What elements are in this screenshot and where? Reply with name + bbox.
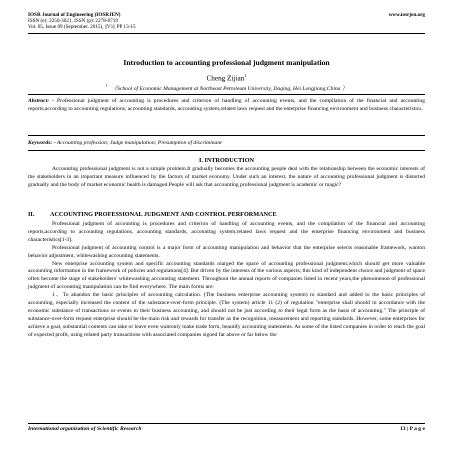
journal-issn: ISSN (e): 2250-3021, ISSN (p): 2278-8719 <box>28 18 118 25</box>
journal-website[interactable]: www.iosrjen.org <box>388 12 425 18</box>
section-body-introduction <box>28 166 425 190</box>
section-title: ACCOUNTING PROFESSIONAL JUDGMENT AND CONTROL PERFORMANCE <box>50 211 277 218</box>
paragraph: Professional judgment of accounting is procedures and criterion of handling of accounting events, and the compilation of the financial and accounting reports,according to accounting regulations, accounting standards, accounting system,related laws request and the enterprise financing environment and business characteristics[1-3]. <box>28 221 425 243</box>
author-affiliation <box>28 83 425 92</box>
section-body-accounting <box>28 221 425 340</box>
abstract-text: Professional judgment of accounting is procedures and criterion of handling of accounting events, and the compilation of the financial and accounting reports,according to accounting regulations, accounting standards, accounting system,related laws request and the enterprise financing environment and business characteristics. <box>28 98 425 112</box>
footer-org: International organization of Scientific Research <box>28 426 142 432</box>
paper-title: Introduction to accounting professional judgment manipulation <box>123 58 330 67</box>
paragraph: Accounting professional judgment is not a simple problem.It gradually becomes the accounting people deal with the relationship between the economic interests of the stakeholders in an important measure influenced by the factors of market economy. Under such an interest, the nature of accounting professional judgment is distorted gradually and the body of market economic health is damaged.People will ask that accounting professional judgment is academic or magic? <box>28 166 425 188</box>
journal-volume: Vol. 05, Issue 09 (September. 2015), ||V1|| PP 13-15 <box>28 24 136 31</box>
keywords-rule <box>28 150 425 151</box>
section-number: II. <box>28 211 35 218</box>
affil-sup: 1 <box>105 83 108 88</box>
section-heading-accounting <box>28 211 425 218</box>
footer-rule <box>28 423 425 424</box>
abstract-bottom-rule <box>28 135 425 136</box>
abstract <box>28 98 425 114</box>
page-number: 13 | P a g e <box>399 426 425 432</box>
paper-author <box>28 73 425 82</box>
abstract-top-rule <box>28 94 425 95</box>
abstract-label: Abstract: - <box>28 98 55 104</box>
header-rule <box>28 33 425 34</box>
page-footer <box>28 426 425 432</box>
author-name: Cheng Zijian <box>206 74 245 83</box>
affiliation-text: （School of Economic Management at Northeast Petroleum University, Daqing, Hei Longjiang,China ） <box>111 85 348 92</box>
journal-name: IOSR Journal of Engineering (IOSRJEN) <box>28 12 121 18</box>
paragraph: New enterprise accounting system and specific accounting standards nlarged the space of accounting professional judgment,which should get more valuable accounting information in the framework of policies and regulations[4]. But driven by the interests of the various aspects, this kind of independent choice and judgment of space often become the stage of stakeholders' whitewashing accounting statement. Throughout the annual reports of companies listed in recent years,the phenomenon of professional judgment of accounting manipulation can be find everywhere. The main forms are: <box>28 260 425 291</box>
keywords-label: Keywords: - <box>28 140 56 146</box>
keywords <box>28 140 425 146</box>
keywords-text: Accounting profession; Judge manipulation; Presumption of discriminant <box>56 140 222 146</box>
section-heading-introduction: I. INTRODUCTION <box>198 157 254 164</box>
paragraph: 1、To abandon the basic principles of accounting calculation. (The business enterprise accounting system) to standard and added to the basic principles of accounting, especially increased the content of the substance-over-form principle. (The system) article 11 (2) of regulation "enterprise shall should in accordance with the economic substance of transactions or events to their business accounting, and should not be just according to their legal form as the basis of accounting." The principle of substance-over-form request enterprise should be the main risk and rewards for transfer as the recognition, measurement and reporting standards. However, some enterprises for achieve a goal, substantial contents can take or leave even wantonly make trade form, beautify accounting statements. As some of the listed companies in order to reach the goal of expected profit, using related party transactions with associated companies signed far above or far below the <box>28 292 425 338</box>
journal-header <box>28 12 425 31</box>
paragraph: Professional judgment of accounting control is a major form of accounting manipulation and behavior that the enterprise selects reasonable framework, wanton behavior adjustment, whitewashing accounting statements. <box>28 244 425 259</box>
author-sup: 1 <box>244 73 247 78</box>
